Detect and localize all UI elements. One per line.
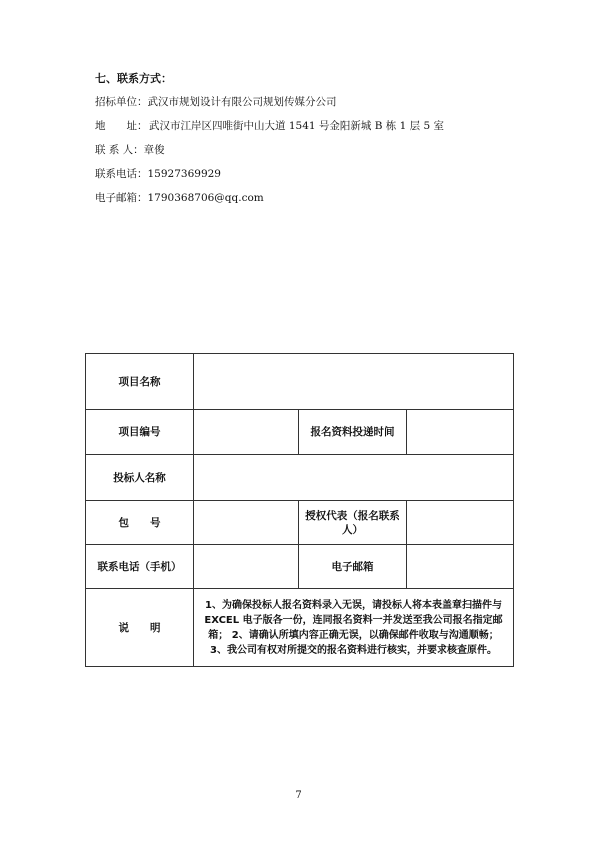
phone-line: 联系电话：15927369929 [95,168,221,180]
notes-row [86,589,514,667]
email-label: 电子邮箱 [299,545,407,589]
package-label: 包 号 [86,501,194,545]
package-value[interactable] [194,501,299,545]
contact-section [95,68,535,210]
registration-form-table [85,353,514,667]
project-name-row [86,354,514,410]
contact-person-line: 联 系 人：章俊 [95,144,165,156]
authorized-rep-label: 授权代表（报名联系人） [299,501,407,545]
address-value: 武汉市江岸区四唯街中山大道 1541 号金阳新城 B 栋 1 层 5 室 [149,120,444,132]
mobile-email-row [86,545,514,589]
project-no-row [86,410,514,455]
project-no-label: 项目编号 [86,410,194,455]
project-name-label: 项目名称 [86,354,194,410]
package-row [86,501,514,545]
notes-text: 1、为确保投标人报名资料录入无误，请投标人将本表盖章扫描件与 EXCEL 电子版各一份，连同报名资料一并发送至我公司报名指定邮箱； 2、请确认所填内容正确无误，以确保邮件收取与沟通顺畅； 3、我公司有权对所提交的报名资料进行核实，并要求核查原件。 [194,589,514,667]
address-label: 地 址： [95,120,148,132]
tenderer-line: 招标单位：武汉市规划设计有限公司规划传媒分公司 [95,96,337,108]
submit-time-value[interactable] [407,410,514,455]
email-value[interactable] [407,545,514,589]
project-name-value[interactable] [194,354,514,410]
notes-label: 说 明 [86,589,194,667]
contact-heading: 七、联系方式： [95,72,172,85]
project-no-value[interactable] [194,410,299,455]
authorized-rep-value[interactable] [407,501,514,545]
email-line: 电子邮箱：1790368706@qq.com [95,192,264,204]
mobile-value[interactable] [194,545,299,589]
bidder-name-row [86,455,514,501]
page-number: 7 [295,790,302,801]
bidder-name-label: 投标人名称 [86,455,194,501]
mobile-label: 联系电话（手机） [86,545,194,589]
submit-time-label: 报名资料投递时间 [299,410,407,455]
address-line [95,114,535,138]
bidder-name-value[interactable] [194,455,514,501]
